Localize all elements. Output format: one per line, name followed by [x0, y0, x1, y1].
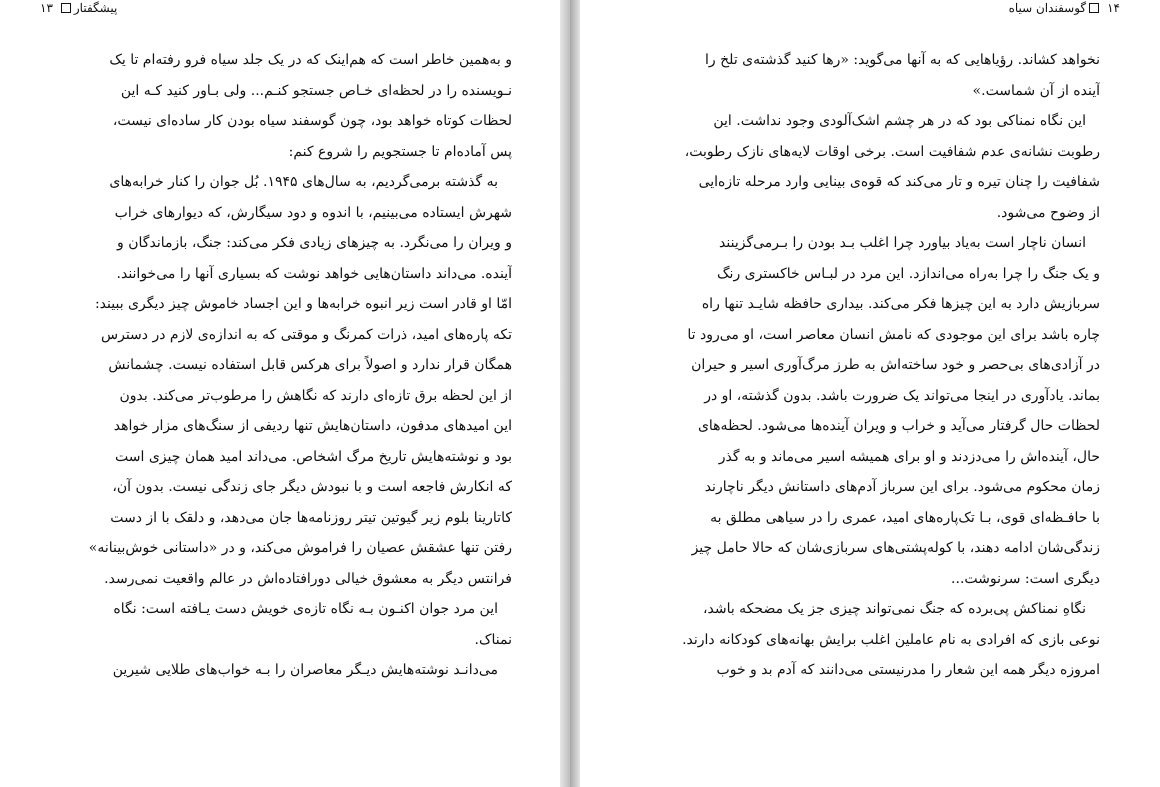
- text-line: در آزادی‌های بی‌حصر و خود ساخته‌اش به طرز مرگ‌آوری اسیر و حیران: [691, 357, 1100, 373]
- text-line: تکه پاره‌های امید، ذرات کمرنگ و موقتی که به اندازه‌ی لازم در دسترس: [101, 326, 512, 343]
- text-line: رطوبت نشانه‌ی عدم شفافیت است. برخی اوقات لایه‌های نازک رطوبت،: [684, 143, 1100, 160]
- text-line: بود و نوشته‌هایش تاریخ مرگ اشخاص. می‌داند امید همان چیزی است: [115, 448, 512, 465]
- text-line: فرانتس دیگر به معشوق خیالی دورافتاده‌اش در عالم واقعیت نمی‌رسد.: [104, 570, 512, 587]
- text-line: با حافـظه‌ای قوی، بـا تک‌پاره‌های امید، عمری را در سیاهی مطلق به: [710, 509, 1100, 526]
- body-text: [44, 45, 512, 686]
- text-line: حال، آینده‌اش را می‌دزدند و او برای همیشه اسیر می‌ماند و به گذر: [718, 448, 1100, 465]
- gutter-shadow: [560, 0, 570, 787]
- text-line: چاره باشد برای این موجودی که نامش انسان معاصر است، او می‌رود تا: [687, 326, 1100, 343]
- text-line: نخواهد کشاند. رؤیاهایی که به آنها می‌گوید: «رها کنید گذشته‌ی تلخ را: [705, 52, 1100, 68]
- text-line: از وضوح می‌شود.: [996, 204, 1100, 221]
- text-line: و یک جنگ را چرا به‌راه می‌اندازد. این مرد در لبـاس خاکستری رنگ: [717, 265, 1100, 282]
- text-line: شفافیت را چنان تیره و تار می‌کند که قوه‌ی بینایی وارد مرحله تازه‌ایی: [698, 174, 1100, 190]
- running-head-title-group: [1009, 1, 1100, 15]
- running-head-title: پیشگفتار: [73, 1, 118, 15]
- square-ornament-icon: [1089, 3, 1099, 13]
- text-line: رفتن تنها عشقش عصیان را فراموش می‌کند، و در «داستانی خوش‌بینانه»: [88, 540, 512, 556]
- running-head: [40, 0, 117, 16]
- body-text: [630, 45, 1100, 686]
- text-line: و ویران را می‌نگرد. به چیزهای زیادی فکر می‌کند: جنگ، بازماندگان و: [117, 235, 512, 251]
- text-line: نوعی بازی که افرادی به نام عاملین اغلب برایش بهانه‌های کودکانه دارند.: [682, 631, 1100, 648]
- text-line: نـویسنده را در لحظه‌ای خـاص جستجو کنـم... ولی بـاور کنید کـه این: [120, 82, 512, 99]
- text-line: همگان قرار ندارد و اصولاً برای هرکس قابل استفاده نیست. چشمانش: [108, 357, 512, 373]
- text-line: شهرش ایستاده می‌بینیم، با اندوه و دود سیگارش، که دیوارهای خراب: [114, 204, 512, 221]
- running-head-title: گوسفندان سیاه: [1008, 1, 1087, 15]
- text-line: بماند. یادآوری در اینجا می‌تواند یک ضرورت باشد. بدون گذشته، او در: [704, 387, 1100, 404]
- running-head-title-group: [61, 1, 117, 15]
- text-line: پس آماده‌ام تا جستجویم را شروع کنم:: [288, 143, 512, 160]
- text-line: امروزه دیگر همه این شعار را مدرنیستی می‌دانند که آدم بد و خوب: [716, 662, 1100, 678]
- text-line: امّا او قادر است زیر انبوه خرابه‌ها و این اجساد خاموش چیز دیگری ببیند:: [94, 296, 512, 312]
- text-line: که انکارش فاجعه است و با نبودش دیگر جای زندگی نیست. بدون آن،: [112, 479, 512, 495]
- text-line: سربازیش دارد به این چیزها فکر می‌کند. بیداری حافظه شایـد تنها راه: [701, 296, 1100, 312]
- text-line: به گذشته برمی‌گردیم، به سال‌های ۱۹۴۵. بُل جوان را کنار خرابه‌های: [109, 174, 498, 190]
- right-page: [580, 0, 1160, 787]
- gutter-shadow: [570, 0, 580, 787]
- text-line: نمناک.: [474, 631, 512, 648]
- text-line: می‌دانـد نوشته‌هایش دیـگر معاصران را بـه خواب‌های طلایی شیرین: [112, 662, 498, 678]
- text-line: دیگری است: سرنوشت...: [951, 570, 1100, 587]
- text-line: زندگی‌شان ادامه دهند، با کوله‌پشتی‌های سربازی‌شان که حالا حامل چیز: [691, 540, 1100, 556]
- text-line: از این لحظه برق تازه‌ای دارند که نگاهش را مرطوب‌تر می‌کند. بدون: [119, 387, 512, 404]
- running-head: [1009, 0, 1120, 16]
- page-number: ۱۳: [40, 1, 53, 15]
- text-line: و به‌همین خاطر است که هم‌اینک که در یک جلد سیاه فرو رفته‌ام تا یک: [109, 52, 512, 68]
- text-line: انسان ناچار است به‌یاد بیاورد چرا اغلب بـد بودن را بـرمی‌گزینند: [719, 235, 1086, 251]
- text-line: این مرد جوان اکنـون بـه نگاه تازه‌ی خویش دست یـافته است: نگاه: [113, 601, 498, 617]
- text-line: این نگاه نمناکی بود که در هر چشم اشک‌آلودی وجود نداشت. این: [713, 113, 1086, 129]
- text-line: زمان محکوم می‌شود. برای این سرباز آدم‌های داستانش دیگر ناچارند: [704, 479, 1100, 495]
- square-ornament-icon: [61, 3, 71, 13]
- text-line: نگاهِ نمناکش پی‌برده که جنگ نمی‌تواند چیزی جز یک مضحکه باشد،: [702, 601, 1086, 617]
- text-line: این امیدهای مدفون، داستان‌هایش تنها ردیفی از سنگ‌های مزار خواهد: [113, 418, 512, 434]
- text-line: آینده. می‌داند داستان‌هایی خواهد نوشت که بسیاری آنها را می‌خوانند.: [116, 265, 512, 282]
- text-line: آینده از آن شماست.»: [972, 82, 1100, 99]
- left-page: [0, 0, 560, 787]
- page-number: ۱۴: [1107, 1, 1120, 15]
- text-line: لحظات حال گرفتار می‌آید و خراب و ویران آینده‌ها می‌شود. لحظه‌های: [697, 418, 1100, 434]
- text-line: کاتارینا بلوم زیر گیوتین تیتر روزنامه‌ها جان می‌دهد، و دلقک با از دست: [110, 509, 512, 526]
- text-line: لحظات کوتاه خواهد بود، چون گوسفند سیاه بودن کار ساده‌ای نیست،: [112, 113, 512, 129]
